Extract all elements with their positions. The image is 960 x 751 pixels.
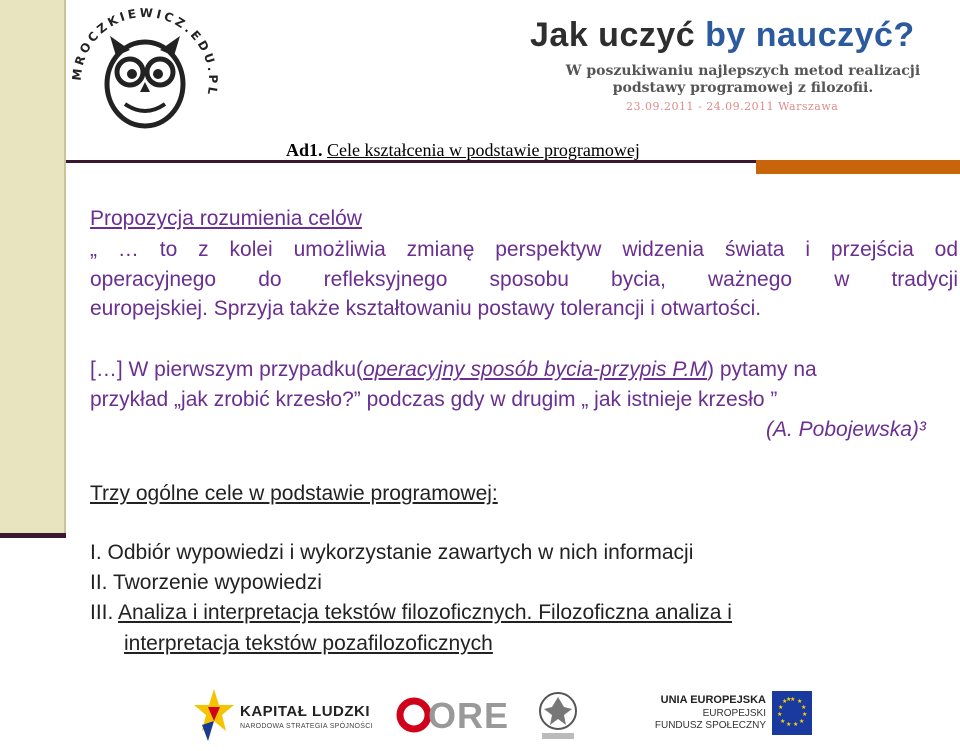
kapital-ludzki-subtitle: NARODOWA STRATEGIA SPÓJNOŚCI [240, 723, 373, 730]
svg-text:★: ★ [799, 718, 805, 725]
section1-title: Propozycja rozumienia celów [90, 207, 362, 230]
svg-text:★: ★ [777, 711, 783, 718]
svg-text:★: ★ [778, 704, 784, 711]
goal-item-3-prefix: III. [90, 601, 119, 624]
quote-author: (A. Pobojewska)³ [766, 418, 926, 441]
slide-heading-number: Ad1. [286, 140, 323, 160]
svg-text:★: ★ [801, 704, 807, 711]
svg-text:★: ★ [790, 696, 796, 703]
slide-heading [286, 140, 640, 161]
ore-logo-text: ORE [428, 695, 510, 736]
eagle-emblem-icon [536, 687, 580, 743]
logo-circular-text: MROCZKIEWICZ.EDU.PL [70, 6, 220, 99]
brand-title [530, 16, 915, 55]
brand-title-dark: Jak uczyć [530, 16, 696, 54]
svg-text:★: ★ [797, 698, 803, 705]
orange-accent-bar [756, 160, 960, 174]
quote-line2: przykład „jak zrobić krzesło?” podczas gdy w drugim „ jak istnieje krzesło ” [90, 388, 778, 411]
svg-text:★: ★ [802, 711, 808, 718]
svg-text:★: ★ [786, 721, 792, 728]
brand-date: 23.09.2011 - 24.09.2011 Warszawa [626, 100, 839, 113]
owl-icon [107, 36, 183, 126]
section1-line2: operacyjnego do refleksyjnego sposobu bycia, ważnego w tradycji [90, 268, 958, 291]
svg-text:★: ★ [786, 696, 792, 703]
sidebar-divider [0, 533, 66, 538]
goal-item-3 [90, 601, 732, 625]
footer-logos [190, 681, 814, 749]
svg-text:★: ★ [782, 698, 788, 705]
goal-item-3-continued: interpretacja tekstów pozafilozoficznych [124, 632, 493, 655]
svg-text:★: ★ [793, 721, 799, 728]
quote-line1 [90, 358, 958, 382]
slide-heading-text: Cele kształcenia w podstawie programowej [327, 140, 640, 160]
brand-subtitle: W poszukiwaniu najlepszych metod realizacji podstawy programowej z filozofii. [565, 63, 921, 96]
section1-line3: europejskiej. Sprzyja także kształtowaniu postawy tolerancji i otwartości. [90, 297, 762, 320]
kapital-ludzki-title: KAPITAŁ LUDZKI [240, 703, 371, 720]
ue-fund-line1: EUROPEJSKI [702, 708, 766, 719]
section2-title: Trzy ogólne cele w podstawie programowej: [90, 482, 498, 505]
svg-text:★: ★ [780, 718, 786, 725]
kapital-ludzki-star-icon [194, 687, 234, 743]
ue-fund [626, 708, 766, 732]
quote-line1-footnote: operacyjny sposób bycia-przypis P.M [363, 358, 707, 381]
goal-item-1: I. Odbiór wypowiedzi i wykorzystanie zawartych w nich informacji [90, 541, 694, 564]
goal-item-3-text: Analiza i interpretacja tekstów filozoficznych. Filozoficzna analiza i [118, 601, 732, 624]
ue-fund-line2: FUNDUSZ SPOŁECZNY [654, 720, 766, 731]
ue-title: UNIA EUROPEJSKA [660, 694, 766, 706]
section1-line1: „ … to z kolei umożliwia zmianę perspektyw widzenia świata i przejścia od [90, 238, 958, 261]
eu-flag-icon [772, 691, 812, 735]
quote-line1-end: ) pytamy na [707, 358, 817, 381]
ore-ring-icon [396, 695, 432, 735]
brand-title-blue: by nauczyć? [705, 16, 915, 54]
quote-line1-start: […] W pierwszym przypadku( [90, 358, 364, 381]
left-sidebar-band [0, 0, 66, 536]
goal-item-2: II. Tworzenie wypowiedzi [90, 571, 322, 594]
owl-logo [70, 6, 220, 156]
